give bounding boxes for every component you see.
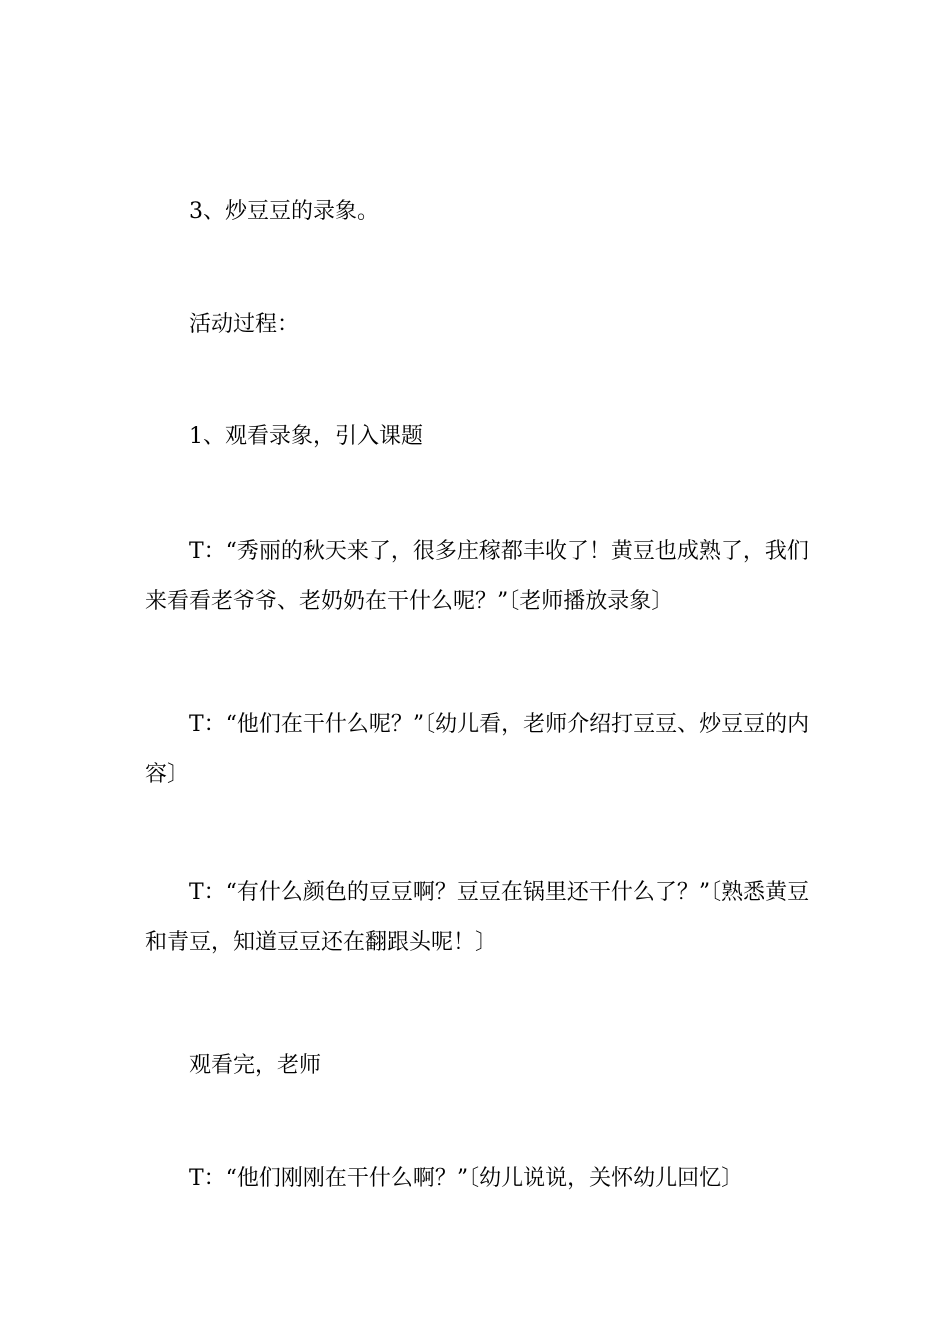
teacher-line-2: T：“他们在干什么呢？”〔幼儿看，老师介绍打豆豆、炒豆豆的内容〕 (145, 712, 810, 787)
activity-process-heading: 活动过程： (189, 312, 300, 337)
teacher-line-3: T：“有什么颜色的豆豆啊？豆豆在锅里还干什么了？”〔熟悉黄豆和青豆，知道豆豆还在翻跟头呢！〕 (145, 880, 810, 955)
teacher-line-4: T：“他们刚刚在干什么啊？”〔幼儿说说，关怀幼儿回忆〕 (189, 1166, 744, 1191)
step-1-heading: 1、观看录象，引入课题 (189, 424, 423, 449)
after-viewing-line: 观看完，老师 (189, 1053, 322, 1078)
materials-item-3: 3、炒豆豆的录象。 (189, 199, 379, 224)
teacher-line-1: T：“秀丽的秋天来了，很多庄稼都丰收了！黄豆也成熟了，我们来看看老爷爷、老奶奶在干什么呢？”〔老师播放录象〕 (145, 539, 809, 614)
